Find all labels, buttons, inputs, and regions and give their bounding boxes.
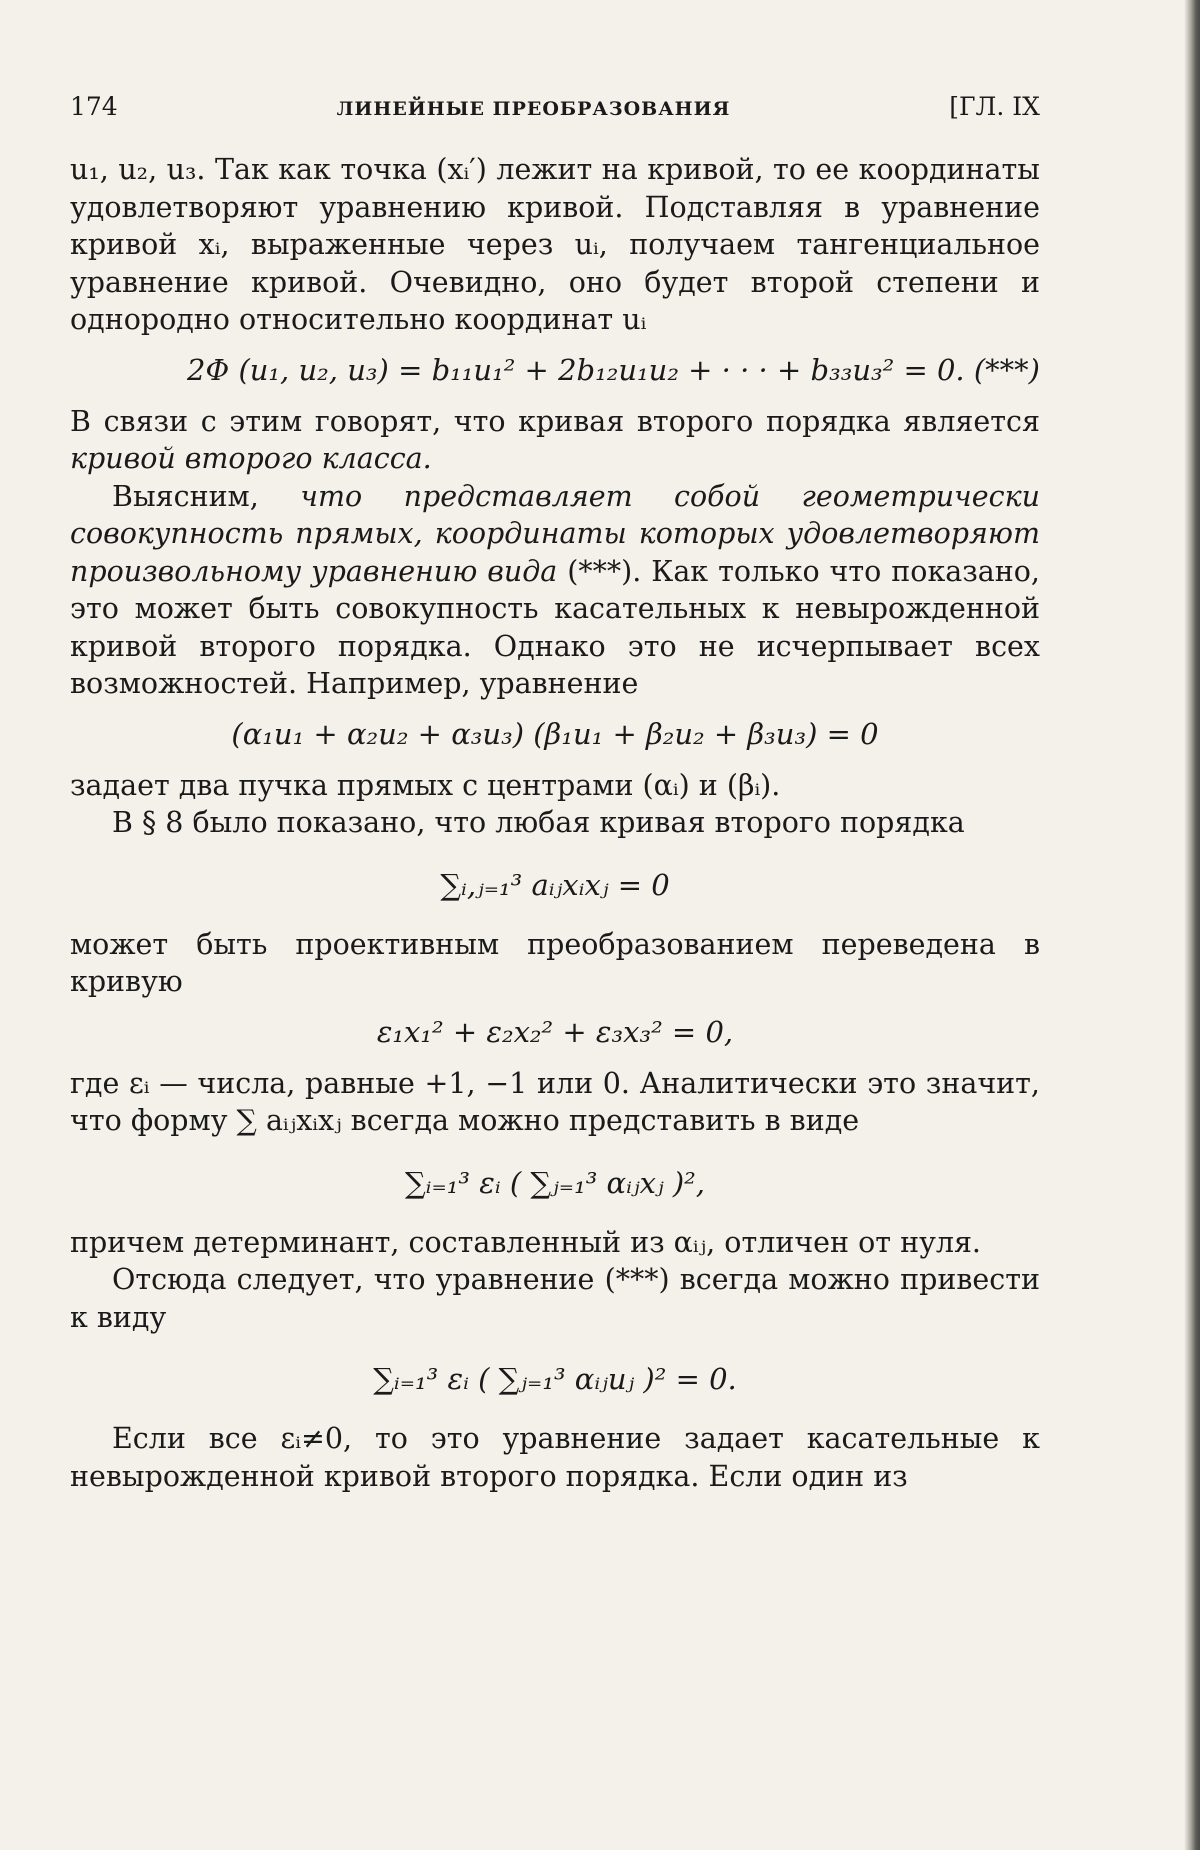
page-number: 174 bbox=[70, 92, 118, 121]
formula-pencils: (α₁u₁ + α₂u₂ + α₃u₃) (β₁u₁ + β₂u₂ + β₃u₃) = 0 bbox=[231, 716, 879, 751]
scan-edge bbox=[1184, 0, 1200, 1850]
paragraph-2-emphasis: кривой второго класса. bbox=[70, 442, 432, 475]
paragraph-3-rest: (***). Как только что показано, это может быть совокупность касательных к невырожденной кривой второго порядка. Однако это не исчерпывает всех возможностей. Например, уравнение bbox=[70, 554, 1040, 700]
running-title: ЛИНЕЙНЫЕ ПРЕОБРАЗОВАНИЯ bbox=[336, 98, 731, 120]
formula-general-curve: ∑ᵢ,ⱼ₌₁³ aᵢⱼxᵢxⱼ = 0 bbox=[440, 867, 670, 902]
paragraph-7: где εᵢ — числа, равные +1, −1 или 0. Аналитически это значит, что форму ∑ aᵢⱼxᵢxⱼ всегда можно представить в виде bbox=[70, 1066, 1040, 1137]
paragraph-3-emphasis: что представляет собой геометрически совокупность прямых, координаты которых удовлетворяют произвольному уравнению вида bbox=[70, 479, 1040, 588]
book-page bbox=[70, 92, 1040, 1495]
formula-reduced-equation: ∑ᵢ₌₁³ εᵢ ( ∑ⱼ₌₁³ αᵢⱼuⱼ )² = 0. bbox=[373, 1362, 737, 1396]
paragraph-2 bbox=[70, 403, 1040, 478]
formula-tangential-equation: 2Φ (u₁, u₂, u₃) = b₁₁u₁² + 2b₁₂u₁u₂ + · · · + b₃₃u₃² = 0. (***) bbox=[187, 352, 1040, 387]
paragraph-3 bbox=[70, 478, 1040, 703]
page-header bbox=[70, 92, 1040, 121]
paragraph-3-text: Выясним, bbox=[112, 479, 301, 513]
paragraph-8: причем детерминант, составленный из αᵢⱼ, отличен от нуля. bbox=[70, 1225, 981, 1259]
paragraph-6: может быть проективным преобразованием переведена в кривую bbox=[70, 927, 1040, 998]
chapter-label: [ГЛ. IX bbox=[949, 92, 1040, 121]
paragraph-5: В § 8 было показано, что любая кривая второго порядка bbox=[112, 806, 965, 839]
paragraph-10: Если все εᵢ≠0, то это уравнение задает касательные к невырожденной кривой второго порядка. Если один из bbox=[70, 1422, 1040, 1493]
paragraph-9: Отсюда следует, что уравнение (***) всегда можно привести к виду bbox=[70, 1263, 1040, 1334]
paragraph-4: задает два пучка прямых с центрами (αᵢ) и (βᵢ). bbox=[70, 768, 781, 802]
paragraph-1: u₁, u₂, u₃. Так как точка (xᵢ′) лежит на кривой, то ее координаты удовлетворяют уравнению кривой. Подставляя в уравнение кривой xᵢ, выраженные через uᵢ, получаем тангенциальное уравнение кривой. Очевидно, оно будет второй степени и однородно относительно координат uᵢ bbox=[70, 153, 1040, 336]
paragraph-2-text: В связи с этим говорят, что кривая второго порядка является bbox=[70, 404, 1040, 438]
formula-sum-of-squares: ∑ᵢ₌₁³ εᵢ ( ∑ⱼ₌₁³ αᵢⱼxⱼ )², bbox=[404, 1165, 706, 1200]
formula-canonical-curve: ε₁x₁² + ε₂x₂² + ε₃x₃² = 0, bbox=[376, 1014, 734, 1049]
